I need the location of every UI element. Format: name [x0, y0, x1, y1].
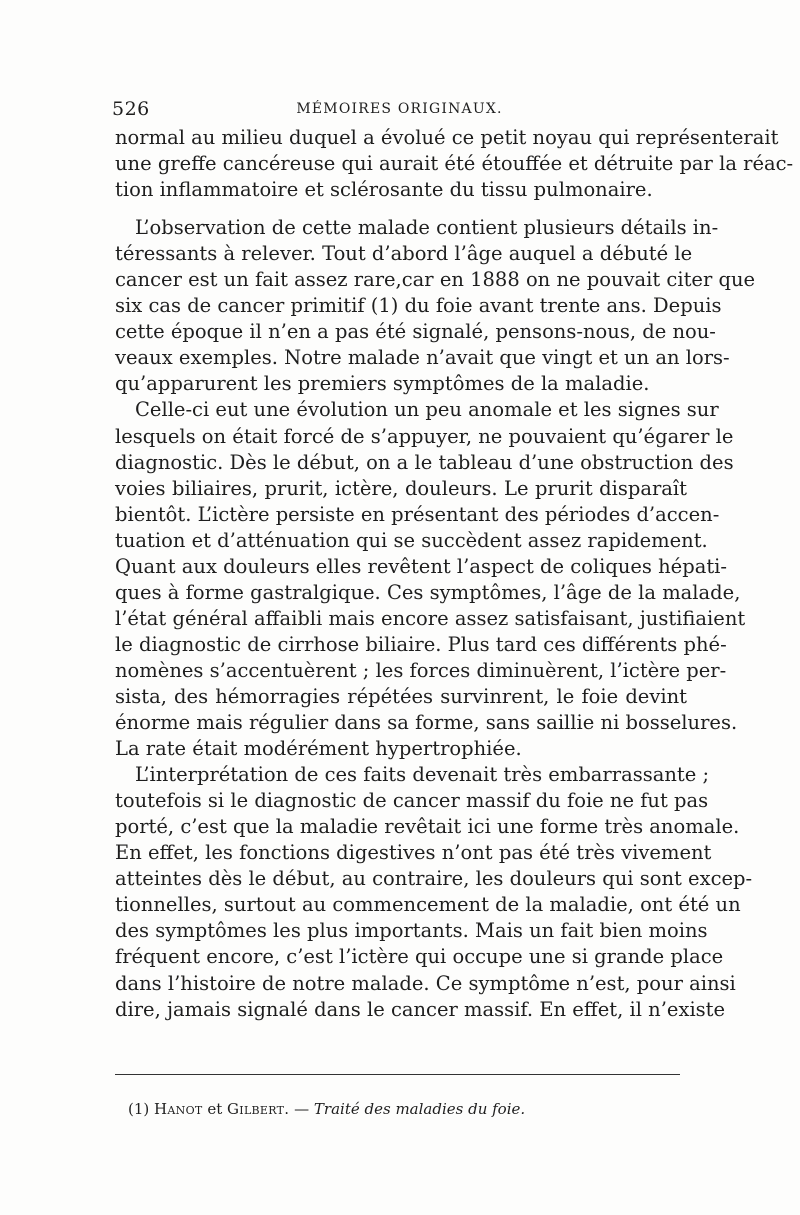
footnote-conjunction: et [207, 1100, 223, 1118]
footnote-work-title: Traité des maladies du foie. [313, 1100, 526, 1118]
text-line: cette époque il n’en a pas été signalé, pensons-nous, de nou- [115, 320, 716, 344]
text-line: l’état général affaibli mais encore assez satisfaisant, justifiaient [115, 606, 746, 630]
text-line: cancer est un fait assez rare,car en 1888 on ne pouvait citer que [115, 268, 756, 292]
text-line: atteintes dès le début, au contraire, les douleurs qui sont excep- [115, 867, 753, 891]
text-line: L’interprétation de ces faits devenait très embarrassante ; [135, 763, 710, 787]
text-line: voies biliaires, prurit, ictère, douleurs. Le prurit disparaît [115, 476, 687, 500]
running-head [112, 98, 687, 124]
text-line: diagnostic. Dès le début, on a le tableau d’une obstruction des [115, 450, 734, 474]
text-line: qu’apparurent les premiers symptômes de la maladie. [115, 372, 650, 396]
text-line: tion inflammatoire et sclérosante du tissu pulmonaire. [115, 178, 653, 202]
footnote-rule [115, 1074, 680, 1075]
page-number: 526 [112, 98, 150, 120]
text-line: sista, des hémorragies répétées survinrent, le foie devint [115, 684, 687, 708]
text-line: ques à forme gastralgique. Ces symptômes, l’âge de la malade, [115, 580, 741, 604]
text-line: une greffe cancéreuse qui aurait été étouffée et détruite par la réac- [115, 152, 794, 176]
text-line: toutefois si le diagnostic de cancer massif du foie ne fut pas [115, 789, 709, 813]
text-line: six cas de cancer primitif (1) du foie avant trente ans. Depuis [115, 294, 722, 318]
text-line: des symptômes les plus importants. Mais un fait bien moins [115, 919, 708, 943]
text-line: veaux exemples. Notre malade n’avait que vingt et un an lors- [115, 346, 730, 370]
text-line: porté, c’est que la maladie revêtait ici une forme très anomale. [115, 815, 740, 839]
text-line: Quant aux douleurs elles revêtent l’aspect de coliques hépati- [115, 554, 727, 578]
text-line: dans l’histoire de notre malade. Ce symptôme n’est, pour ainsi [115, 971, 736, 995]
text-line: lesquels on était forcé de s’appuyer, ne pouvaient qu’égarer le [115, 424, 734, 448]
text-line: dire, jamais signalé dans le cancer massif. En effet, il n’existe [115, 997, 726, 1021]
text-line: tionnelles, surtout au commencement de la maladie, ont été un [115, 893, 741, 917]
footnote-author-2: Gilbert. [227, 1100, 290, 1118]
text-line: nomènes s’accentuèrent ; les forces diminuèrent, l’ictère per- [115, 658, 727, 682]
footnote-author-1: Hanot [154, 1100, 203, 1118]
footnote-marker: (1) [128, 1100, 150, 1118]
text-line: La rate était modérément hypertrophiée. [115, 737, 522, 761]
text-line: bientôt. L’ictère persiste en présentant des périodes d’accen- [115, 502, 720, 526]
text-line: énorme mais régulier dans sa forme, sans saillie ni bosselures. [115, 711, 738, 735]
body-text [115, 125, 794, 1023]
running-title: MÉMOIRES ORIGINAUX. [296, 101, 503, 117]
text-line: En effet, les fonctions digestives n’ont pas été très vivement [115, 841, 712, 865]
text-line: normal au milieu duquel a évolué ce petit noyau qui représenterait [115, 126, 779, 149]
text-line: L’observation de cette malade contient plusieurs détails in- [135, 216, 719, 240]
text-line: fréquent encore, c’est l’ictère qui occupe une si grande place [115, 945, 724, 969]
text-line: téressants à relever. Tout d’abord l’âge auquel a débuté le [115, 242, 693, 266]
text-line: tuation et d’atténuation qui se succèdent assez rapidement. [115, 528, 708, 552]
footnote-dash: — [294, 1100, 310, 1118]
text-line: le diagnostic de cirrhose biliaire. Plus tard ces différents phé- [115, 632, 727, 656]
footnote [128, 1100, 525, 1118]
text-line: Celle-ci eut une évolution un peu anomale et les signes sur [135, 398, 719, 422]
